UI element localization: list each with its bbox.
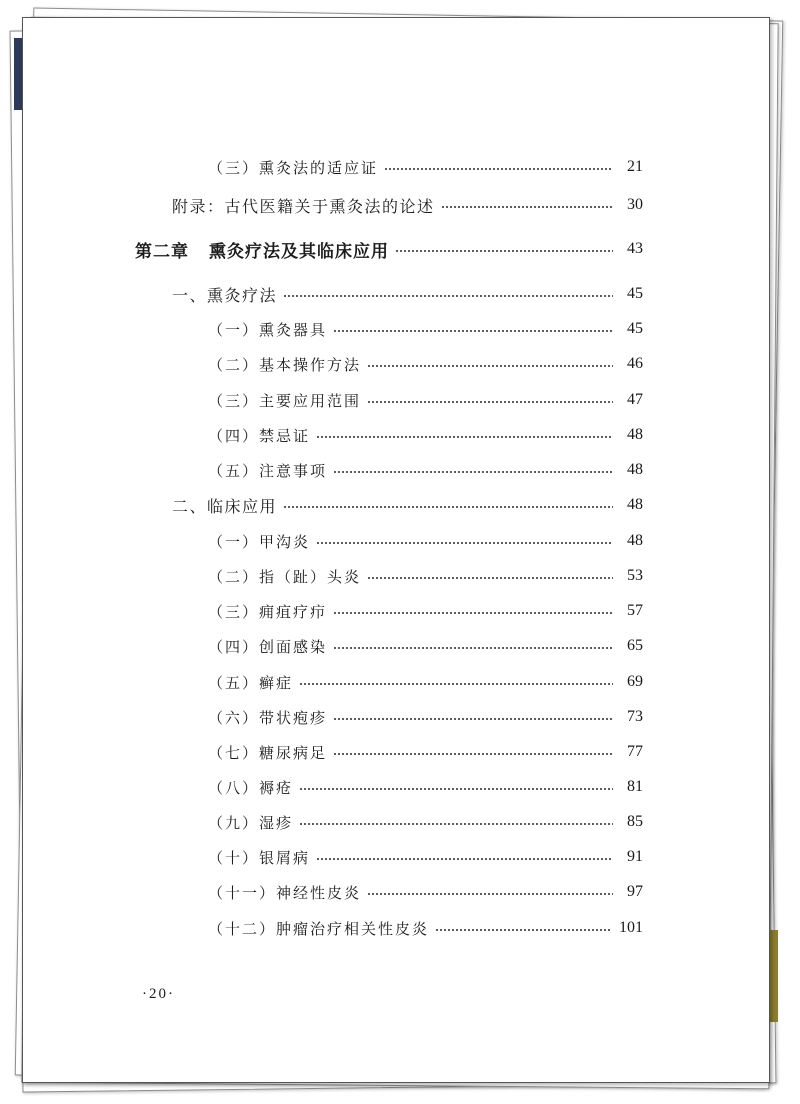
leader-dots	[333, 717, 613, 721]
toc-entry-label: （三）痈疽疗疖	[208, 602, 328, 621]
toc-entry	[208, 156, 643, 178]
toc-entry	[208, 353, 643, 375]
toc-entry-page: 65	[627, 637, 643, 654]
leader-dots	[333, 470, 613, 474]
toc-entry-label: （八）褥疮	[208, 778, 294, 797]
toc-entry-label: （二）基本操作方法	[208, 355, 362, 374]
leader-dots	[333, 611, 613, 615]
leader-dots	[316, 541, 613, 545]
toc-entry-label: （二）指（趾）头炎	[208, 567, 362, 586]
toc-entry-page: 77	[627, 743, 643, 760]
toc-entry-label: （十二）肿瘤治疗相关性皮炎	[208, 919, 430, 938]
leader-dots	[316, 857, 613, 861]
toc-entry-label: （十一）神经性皮炎	[208, 883, 362, 902]
toc-entry	[172, 283, 643, 305]
toc-entry-page: 85	[627, 813, 643, 830]
leader-dots	[384, 167, 613, 171]
toc-entry-page: 47	[627, 391, 643, 408]
toc-entry-page: 46	[627, 355, 643, 372]
toc-entry	[208, 635, 643, 657]
toc-entry	[208, 881, 643, 903]
toc-entry-page: 21	[627, 158, 643, 175]
toc-entry-page: 48	[627, 426, 643, 443]
leader-dots	[299, 682, 613, 686]
leader-dots	[333, 329, 613, 333]
leader-dots	[333, 646, 613, 650]
toc-entry-page: 81	[627, 778, 643, 795]
leader-dots	[441, 205, 613, 209]
toc-entry-label: （四）创面感染	[208, 637, 328, 656]
toc-entry-label: （一）甲沟炎	[208, 532, 311, 551]
toc-entry-page: 45	[627, 285, 643, 302]
leader-dots	[367, 364, 613, 368]
leader-dots	[299, 822, 613, 826]
toc-entry-page: 57	[627, 602, 643, 619]
toc-entry-label: 一、熏灸疗法	[172, 285, 278, 305]
toc-entry	[208, 917, 643, 939]
leader-dots	[367, 400, 613, 404]
toc-entry-label: 二、临床应用	[172, 496, 278, 516]
toc-entry	[208, 318, 643, 340]
toc-entry-label: （三）主要应用范围	[208, 391, 362, 410]
toc-entry	[208, 565, 643, 587]
toc-entry	[208, 706, 643, 728]
leader-dots	[283, 505, 613, 509]
toc-entry-label: （十）银屑病	[208, 848, 311, 867]
toc-entry-label: （五）注意事项	[208, 461, 328, 480]
toc-entry-page: 69	[627, 673, 643, 690]
toc-entry	[208, 846, 643, 868]
leader-dots	[299, 787, 613, 791]
toc-entry-label: （七）糖尿病足	[208, 743, 328, 762]
leader-dots	[283, 294, 613, 298]
toc-entry-page: 97	[627, 883, 643, 900]
toc-entry-page: 53	[627, 567, 643, 584]
toc-entry-page: 43	[627, 240, 643, 257]
toc-entry-label: 附录：古代医籍关于熏灸法的论述	[172, 196, 435, 216]
toc-entry-label: （六）带状疱疹	[208, 708, 328, 727]
chapter-title: 熏灸疗法及其临床应用	[209, 241, 389, 262]
toc-entry-label: （九）湿疹	[208, 813, 294, 832]
toc-entry	[208, 741, 643, 763]
leader-dots	[395, 249, 613, 253]
toc-entry-page: 48	[627, 532, 643, 549]
toc-entry	[172, 494, 643, 516]
leader-dots	[316, 435, 613, 439]
toc-entry	[208, 671, 643, 693]
toc-entry	[208, 600, 643, 622]
toc-entry	[208, 459, 643, 481]
page-number: ·20·	[142, 986, 175, 1002]
toc-entry-label: （三）熏灸法的适应证	[208, 158, 379, 177]
leader-dots	[333, 752, 613, 756]
toc-entry-page: 48	[627, 496, 643, 513]
toc-entry-page: 91	[627, 848, 643, 865]
toc-entry-page: 48	[627, 461, 643, 478]
toc-chapter-entry	[135, 238, 643, 260]
toc-entry	[208, 530, 643, 552]
leader-dots	[435, 928, 611, 932]
toc-entry	[208, 776, 643, 798]
toc-entry-page: 101	[619, 919, 643, 936]
toc-entry	[172, 194, 643, 216]
toc-entry-label: （一）熏灸器具	[208, 320, 328, 339]
toc-entry-label: （四）禁忌证	[208, 426, 311, 445]
toc-entry-label: （五）癣症	[208, 673, 294, 692]
toc-entry-page: 45	[627, 320, 643, 337]
leader-dots	[367, 892, 613, 896]
leader-dots	[367, 576, 613, 580]
toc-entry-page: 30	[627, 196, 643, 213]
toc-entry	[208, 811, 643, 833]
toc-entry-page: 73	[627, 708, 643, 725]
chapter-number: 第二章	[135, 241, 189, 262]
toc-entry	[208, 424, 643, 446]
toc-entry	[208, 389, 643, 411]
